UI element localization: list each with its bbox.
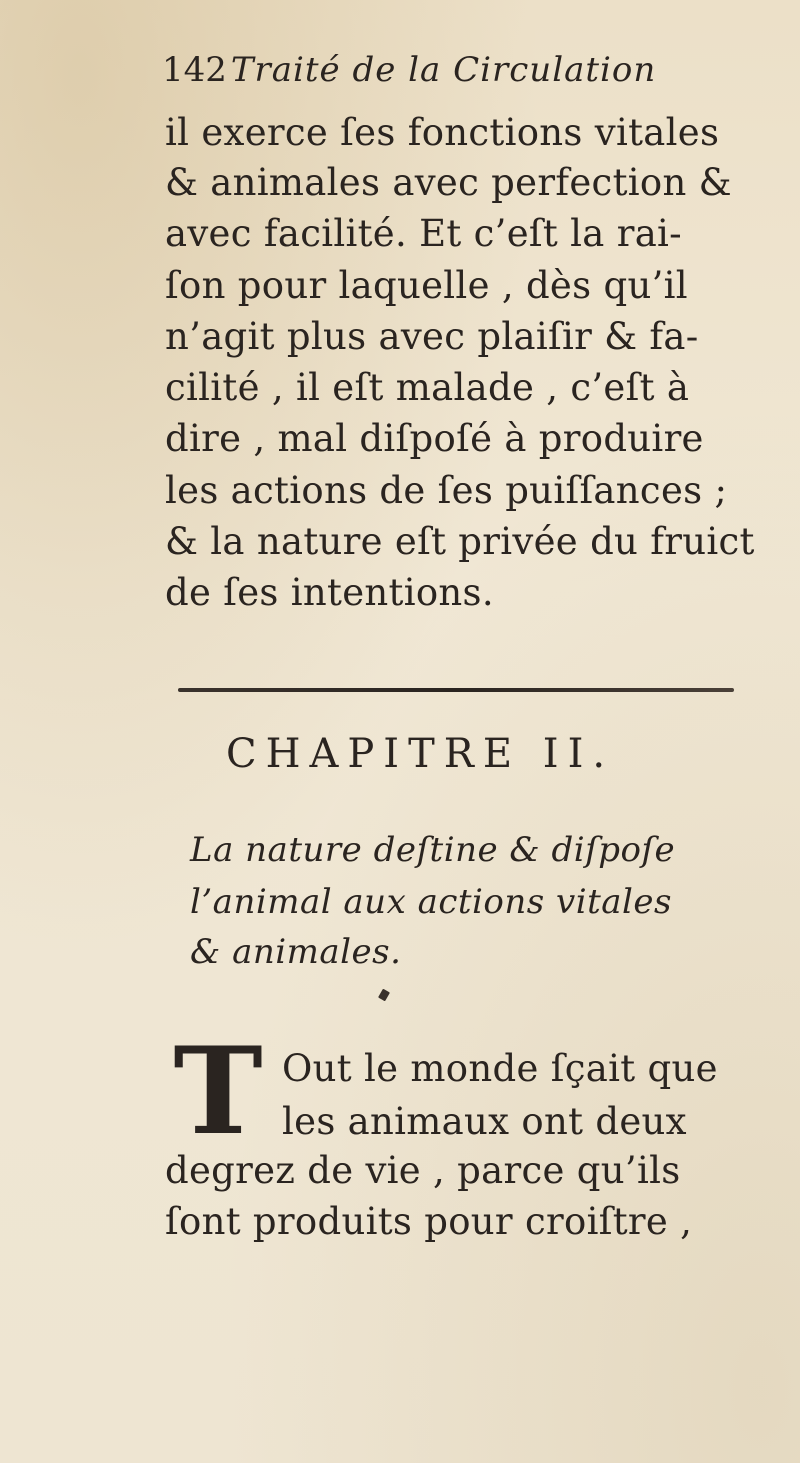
- paragraph-line: cilité , il eſt malade , c’eſt à: [165, 366, 690, 409]
- paragraph-line: Out le monde ſçait que: [282, 1047, 718, 1090]
- paragraph-line: avec facilité. Et c’eſt la rai-: [165, 212, 682, 255]
- chapter-heading: CHAPITRE II.: [226, 731, 615, 777]
- chapter-subtitle-line: & animales.: [190, 932, 402, 972]
- section-rule: [178, 688, 734, 692]
- drop-cap: T: [173, 1021, 263, 1162]
- paragraph-line: ſon pour laquelle , dès qu’il: [165, 264, 688, 307]
- chapter-subtitle-line: La nature deſtine & diſpoſe: [190, 830, 676, 870]
- paragraph-line: il exerce ſes fonctions vitales: [165, 111, 720, 154]
- running-head: [162, 42, 782, 98]
- paragraph-line: degrez de vie , parce qu’ils: [165, 1149, 681, 1192]
- paragraph-line: les actions de ſes puiſſances ;: [165, 469, 728, 512]
- printer-mark: [378, 989, 390, 1002]
- chapter-subtitle-line: l’animal aux actions vitales: [190, 882, 672, 922]
- paragraph-line: & la nature eſt privée du fruict: [165, 520, 755, 563]
- paragraph-line: & animales avec perfection &: [165, 161, 732, 204]
- paragraph-line: dire , mal diſpoſé à produire: [165, 417, 704, 460]
- page-number: 142: [162, 50, 227, 90]
- paragraph-line: de ſes intentions.: [165, 571, 494, 614]
- paragraph-line: les animaux ont deux: [282, 1100, 687, 1143]
- paragraph-line: ſont produits pour croiſtre ,: [165, 1200, 693, 1243]
- paragraph-line: n’agit plus avec plaiſir & fa-: [165, 315, 699, 358]
- running-head-title: Traité de la Circulation: [230, 50, 657, 90]
